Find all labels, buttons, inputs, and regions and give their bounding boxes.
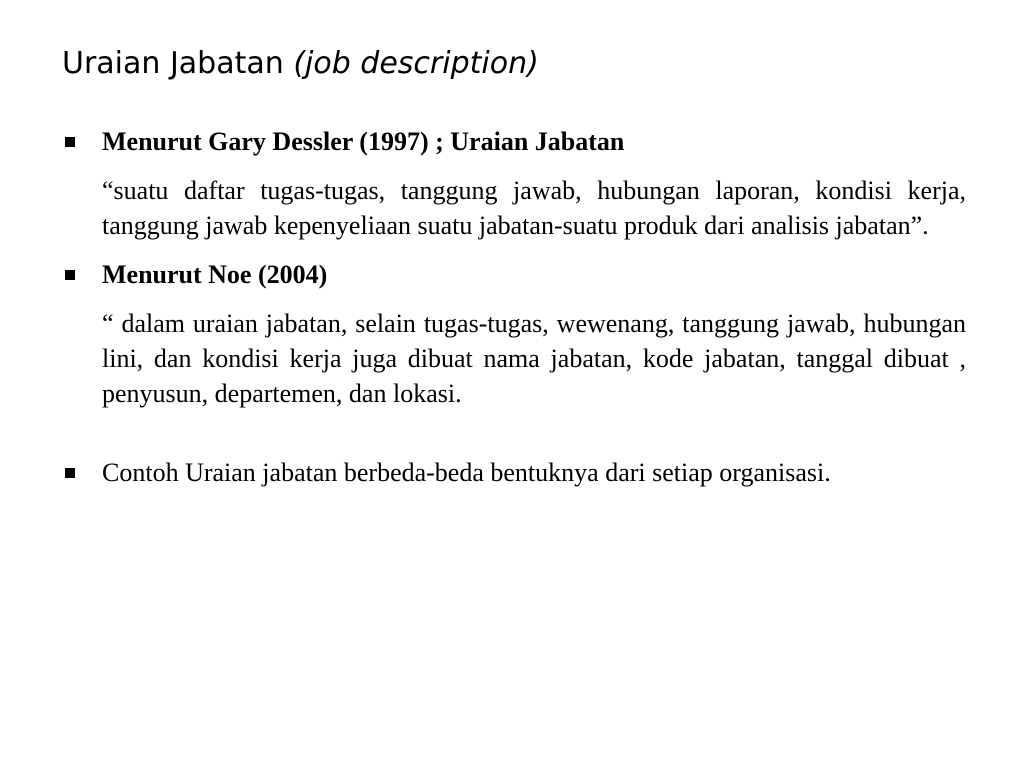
title-main: Uraian Jabatan (62, 46, 294, 81)
bullet-item-noe (62, 257, 966, 292)
quote-noe: “ dalam uraian jabatan, selain tugas-tugas, wewenang, tanggung jawab, hubungan lini, dan kondisi kerja juga dibuat nama jabatan, kode jabatan, tanggal dibuat , penyusun, departemen, dan lokasi. (102, 309, 966, 408)
bullet-heading-noe: Menurut Noe (2004) (102, 260, 328, 289)
square-bullet-icon (65, 468, 75, 478)
bullet-text-contoh: Contoh Uraian jabatan berbeda-beda bentuknya dari setiap organisasi. (102, 458, 831, 487)
title-subtitle: (job description) (293, 46, 539, 81)
square-bullet-icon (65, 137, 75, 147)
slide-content (62, 120, 966, 490)
square-bullet-icon (65, 270, 75, 280)
slide-title (62, 42, 539, 86)
bullet-heading-dessler: Menurut Gary Dessler (1997) ; Uraian Jabatan (102, 127, 625, 156)
bullet-item-dessler (62, 124, 966, 159)
bullet-item-contoh (62, 455, 966, 490)
quote-dessler: “suatu daftar tugas-tugas, tanggung jawab, hubungan laporan, kondisi kerja, tanggung jawab kepenyeliaan suatu jabatan-suatu produk dari analisis jabatan”. (102, 176, 966, 240)
